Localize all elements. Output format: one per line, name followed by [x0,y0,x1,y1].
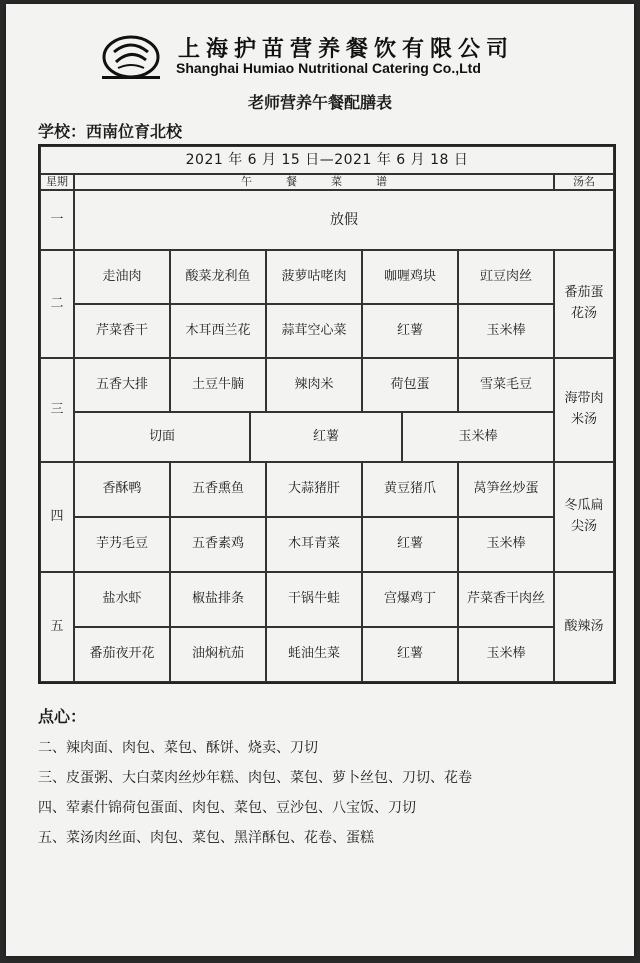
company-header [96,30,576,90]
header-day: 星期 [40,174,74,190]
dish-cell: 芋艿毛豆 [74,517,170,572]
dish-cell: 辣肉米 [266,358,362,412]
soup-cell: 酸辣汤 [554,572,614,682]
dish-cell: 蒜茸空心菜 [266,304,362,358]
dish-cell: 红薯 [362,517,458,572]
dish-cell: 番茄夜开花 [74,627,170,682]
dish-cell: 五香熏鱼 [170,462,266,517]
dish-cell: 芹菜香干 [74,304,170,358]
dish-cell: 五香素鸡 [170,517,266,572]
day-label: 一 [40,190,74,250]
day-label: 四 [40,462,74,572]
dish-cell: 红薯 [250,412,402,462]
day-label: 三 [40,358,74,462]
dish-cell: 玉米棒 [402,412,554,462]
snacks-section [38,704,618,853]
soup-cell: 番茄蛋花汤 [554,250,614,358]
header-menu: 午餐菜谱 [74,174,554,190]
dish-cell: 土豆牛腩 [170,358,266,412]
dish-cell: 盐水虾 [74,572,170,627]
snacks-title: 点心： [38,707,87,726]
dish-cell: 椒盐排条 [170,572,266,627]
company-name-cn: 上海护苗营养餐饮有限公司 [178,36,515,62]
snack-line: 五、菜汤肉丝面、肉包、菜包、黑洋酥包、花卷、蛋糕 [38,830,374,846]
dish-cell: 莴笋丝炒蛋 [458,462,554,517]
dish-cell: 黄豆猪爪 [362,462,458,517]
dish-cell: 菠萝咕咾肉 [266,250,362,304]
day-label: 二 [40,250,74,358]
snack-line: 三、皮蛋粥、大白菜肉丝炒年糕、肉包、菜包、萝卜丝包、刀切、花卷 [38,770,472,786]
menu-sheet [6,4,634,956]
dish-cell: 香酥鸭 [74,462,170,517]
company-name-en: Shanghai Humiao Nutritional Catering Co.,Ltd [176,60,481,76]
date-range: 2021 年 6 月 15 日—2021 年 6 月 18 日 [40,146,614,174]
dish-cell: 木耳青菜 [266,517,362,572]
dish-cell: 荷包蛋 [362,358,458,412]
soup-cell: 冬瓜扁尖汤 [554,462,614,572]
dish-cell: 玉米棒 [458,627,554,682]
dish-cell: 玉米棒 [458,304,554,358]
dish-cell: 红薯 [362,304,458,358]
menu-table [38,144,616,684]
dish-cell: 木耳西兰花 [170,304,266,358]
dish-cell: 雪菜毛豆 [458,358,554,412]
dish-cell: 豇豆肉丝 [458,250,554,304]
dish-cell: 芹菜香干肉丝 [458,572,554,627]
dish-cell: 蚝油生菜 [266,627,362,682]
company-logo-icon [102,34,160,80]
dish-cell: 走油肉 [74,250,170,304]
snack-line: 四、荤素什锦荷包蛋面、肉包、菜包、豆沙包、八宝饭、刀切 [38,800,416,816]
sheet-title: 老师营养午餐配膳表 [247,93,392,112]
dish-cell: 咖喱鸡块 [362,250,458,304]
dish-cell: 红薯 [362,627,458,682]
snack-line: 二、辣肉面、肉包、菜包、酥饼、烧卖、刀切 [38,740,318,756]
dish-cell: 大蒜猪肝 [266,462,362,517]
dish-cell: 油焖杭茄 [170,627,266,682]
dish-cell: 干锅牛蛙 [266,572,362,627]
school-name: 学校：西南位育北校 [38,122,183,141]
dish-cell: 玉米棒 [458,517,554,572]
day-label: 五 [40,572,74,682]
dish-cell: 五香大排 [74,358,170,412]
header-soup: 汤名 [554,174,614,190]
dish-cell: 宫爆鸡丁 [362,572,458,627]
dish-cell: 酸菜龙利鱼 [170,250,266,304]
dish-cell: 切面 [74,412,250,462]
holiday-cell: 放假 [74,190,614,250]
soup-cell: 海带肉米汤 [554,358,614,462]
